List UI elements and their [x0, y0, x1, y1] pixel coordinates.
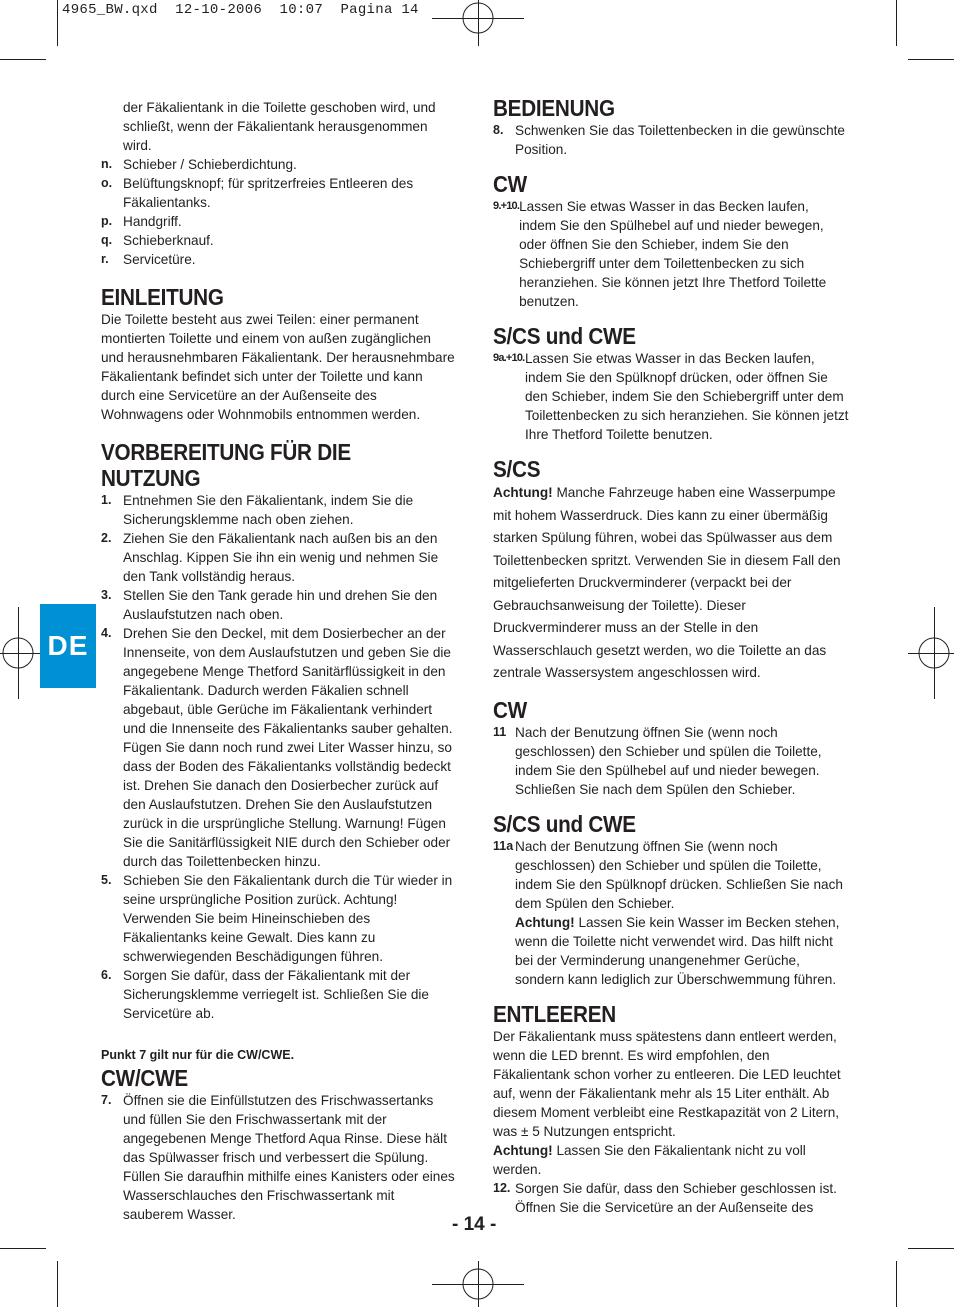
part-letter: p. [101, 214, 113, 228]
part-item [101, 250, 457, 269]
warning-label: Achtung! [493, 485, 553, 500]
step-item [493, 723, 849, 799]
part-item [101, 212, 457, 231]
registration-mark-icon [2, 637, 34, 669]
step-text: Nach der Benutzung öffnen Sie (wenn noch geschlossen) den Schieber und spülen die Toilette, indem Sie den Spülhebel auf und nieder bewegen. Schließen Sie nach dem Spülen den Schieber. [515, 724, 822, 797]
section-heading-cw: CW [493, 696, 527, 723]
step-number: 3. [101, 588, 112, 602]
step-item [101, 1091, 457, 1224]
step-text: Lassen Sie etwas Wasser in das Becken laufen, indem Sie den Spülknopf drücken, oder öffnen Sie den Schieber, indem Sie den Schiebergriff unter dem Toilettenbecken zu sich heranziehen. Sie können jetzt Ihre Thetford Toilette benutzen. [525, 351, 849, 442]
step-item [101, 966, 457, 1023]
crop-mark [0, 59, 46, 60]
language-tab: DE [40, 604, 96, 688]
step-text: Schwenken Sie das Toilettenbecken in die gewünschte Position. [515, 123, 845, 157]
part-text: Servicetüre. [123, 252, 196, 267]
right-column [493, 95, 849, 1217]
step-number: 1. [101, 493, 112, 507]
step-item [101, 491, 457, 529]
crop-mark [0, 1248, 46, 1249]
print-slug: 4965_BW.qxd 12-10-2006 10:07 Pagina 14 [62, 2, 419, 18]
step-text: Drehen Sie den Deckel, mit dem Dosierbecher an der Innenseite, von dem Auslaufstutzen und geben Sie die angegebene Menge Thetford Sanitärflüssigkeit in den Fäkalientank. Dadurch werden Fäkalien schnell abgebaut, üble Gerüche im Fäkalientank verhindert und die Innenseite des Fäkalientanks sauber gehalten. Fügen Sie dann noch rund zwei Liter Wasser hinzu, so dass der Boden des Fäkalientanks vollständig bedeckt ist. Drehen Sie danach den Dosierbecher zurück auf den Auslaufstutzen. Drehen Sie den Auslaufstutzen zurück in die ursprüngliche Stellung. Warnung! Fügen Sie die Sanitärflüssigkeit NIE durch den Schieber oder durch das Toilettenbecken hinzu. [123, 626, 453, 869]
part-letter: r. [101, 252, 109, 266]
part-letter: n. [101, 157, 113, 171]
warning-text: Lassen Sie kein Wasser im Becken stehen, wenn die Toilette nicht verwendet wird. Das hilft nicht bei der Verminderung unangenehmer Gerüche, sondern kann lediglich zur Überschwemmung führen. [515, 914, 840, 987]
step-number: 9a.+10. [493, 352, 525, 364]
step-number: 4. [101, 626, 112, 640]
step-item [101, 871, 457, 966]
step-item [493, 1179, 849, 1217]
entleeren-warning [493, 1141, 849, 1179]
step-number: 6. [101, 968, 112, 982]
section-heading-einleitung: EINLEITUNG [101, 284, 224, 310]
step-item [101, 586, 457, 624]
scs-text: Manche Fahrzeuge haben eine Wasserpumpe mit hohem Wasserdruck. Dies kann zu einer übermäßig starken Spülung führen, wobei das Spülwasser aus dem Toilettenbecken spritzt. Verwenden Sie in diesem Fall den mitgelieferten Druckverminderer (verpackt bei der Gebrauchsanweisung der Toilette). Dieser Druckverminderer muss an der Stelle in den Wasserschlauch gesetzt werden, wo die Toilette an das zentrale Wassersystem angeschlossen wird. [493, 485, 841, 680]
section-heading-cw: CW [493, 171, 527, 197]
entleeren-text: Der Fäkalientank muss spätestens dann entleert werden, wenn die LED brennt. Es wird empfohlen, den Fäkalientank schon vorher zu entleeren. Die LED leuchtet auf, wenn der Fäkalientank mehr als 15 Liter enthält. Ab diesem Moment verbleibt eine Restkapazität von 2 Litern, was ± 5 Nutzungen entspricht. [493, 1028, 841, 1139]
section-heading-scs: S/CS [493, 456, 541, 482]
step-text: Ziehen Sie den Fäkalientank nach außen bis an den Anschlag. Kippen Sie ihn ein wenig und nehmen Sie den Tank vollständig heraus. [123, 531, 439, 584]
step-text: Öffnen sie die Einfüllstutzen des Frischwassertanks und füllen Sie den Frischwassertank mit der angegebenen Menge Thetford Aqua Rinse. Diese hält das Spülwasser frisch und verbessert die Spülung. Füllen Sie daraufhin mithilfe eines Kanisters oder eines Wasserschlauches den Frischwassertank mit sauberem Wasser. [123, 1093, 455, 1222]
step-number: 11 [493, 724, 507, 739]
step-text-main: Nach der Benutzung öffnen Sie (wenn noch geschlossen) den Schieber und spülen die Toilette, indem Sie den Spülknopf drücken. Schließen Sie nach dem Spülen den Schieber. [515, 838, 843, 911]
part-text: Schieberknauf. [123, 233, 214, 248]
einleitung-text: Die Toilette besteht aus zwei Teilen: einer permanent montierten Toilette und einem von außen zugänglichen und herausnehmbaren Fäkalientank. Der herausnehmbare Fäkalientank befindet sich unter der Toilette und kann durch eine Servicetüre an der Außenseite des Wohnwagens oder Wohnmobils entnommen werden. [101, 312, 455, 422]
left-column [101, 98, 457, 1224]
part-item [101, 231, 457, 250]
step-number: 7. [101, 1093, 112, 1107]
step-item [493, 837, 849, 989]
step-item [101, 624, 457, 871]
section-heading-cwcwe: CW/CWE [101, 1065, 188, 1091]
section-heading-entleeren: ENTLEEREN [493, 1000, 616, 1027]
scs-paragraph [493, 482, 849, 685]
crop-mark [57, 0, 58, 46]
step-text: Sorgen Sie dafür, dass der Fäkalientank mit der Sicherungsklemme verriegelt ist. Schließen Sie die Servicetüre ab. [123, 968, 429, 1021]
step-number: 8. [493, 123, 504, 137]
warning-label: Achtung! [515, 914, 575, 930]
part-item [101, 155, 457, 174]
section-heading-scs-cwe: S/CS und CWE [493, 323, 636, 349]
step-number: 5. [101, 873, 112, 887]
part-letter: q. [101, 233, 113, 247]
crop-mark [896, 0, 897, 46]
step-text: Entnehmen Sie den Fäkalientank, indem Sie die Sicherungsklemme nach oben ziehen. [123, 493, 414, 527]
warning-text: Lassen Sie den Fäkalientank nicht zu voll werden. [493, 1142, 806, 1177]
crop-mark [908, 1248, 954, 1249]
step-text [515, 837, 849, 989]
part-item [101, 174, 457, 212]
step-number: 11a [493, 838, 514, 853]
part-text: Schieber / Schieberdichtung. [123, 157, 297, 172]
registration-mark-icon [462, 2, 494, 34]
step-item [493, 197, 849, 311]
step-text: Stellen Sie den Tank gerade hin und drehen Sie den Auslaufstutzen nach oben. [123, 588, 438, 622]
page-number: - 14 - [452, 1214, 497, 1235]
step-text: Schieben Sie den Fäkalientank durch die Tür wieder in seine ursprüngliche Position zurück. Achtung! Verwenden Sie beim Hineinschieben des Fäkalientanks keine Gewalt. Dies kann zu schwerwiegenden Beschädigungen führen. [123, 873, 453, 964]
part-text: Belüftungsknopf; für spritzerfreies Entleeren des Fäkalientanks. [123, 176, 414, 210]
step-item [101, 529, 457, 586]
warning-label: Achtung! [493, 1142, 553, 1158]
registration-mark-icon [462, 1268, 494, 1300]
crop-mark [908, 59, 954, 60]
step-text: Sorgen Sie dafür, dass den Schieber geschlossen ist. Öffnen Sie die Servicetüre an der Außenseite des [515, 1180, 837, 1215]
section-heading-bedienung: BEDIENUNG [493, 95, 615, 121]
section-heading-vorbereitung: VORBEREITUNG FÜR DIE NUTZUNG [101, 439, 351, 491]
step-item [493, 121, 849, 159]
crop-mark [896, 1261, 897, 1307]
step-number: 9.+10. [493, 200, 520, 212]
step-number: 12. [493, 1180, 511, 1195]
step-number: 2. [101, 531, 112, 545]
section-heading-scs-cwe: S/CS und CWE [493, 810, 636, 837]
intro-continuation: der Fäkalientank in die Toilette geschoben wird, und schließt, wenn der Fäkalientank herausgenommen wird. [123, 100, 436, 153]
step-text: Lassen Sie etwas Wasser in das Becken laufen, indem Sie den Spülhebel auf und nieder bewegen, oder öffnen Sie den Schieber, indem Sie den Schiebergriff unter dem Toilettenbecken zu sich heranziehen. Sie können jetzt Ihre Thetford Toilette benutzen. [519, 199, 827, 309]
crop-mark [57, 1261, 58, 1307]
part-text: Handgriff. [123, 214, 182, 229]
step-item [493, 349, 849, 444]
punkt7-note: Punkt 7 gilt nur für die CW/CWE. [101, 1048, 295, 1062]
part-letter: o. [101, 176, 113, 190]
registration-mark-icon [918, 637, 950, 669]
